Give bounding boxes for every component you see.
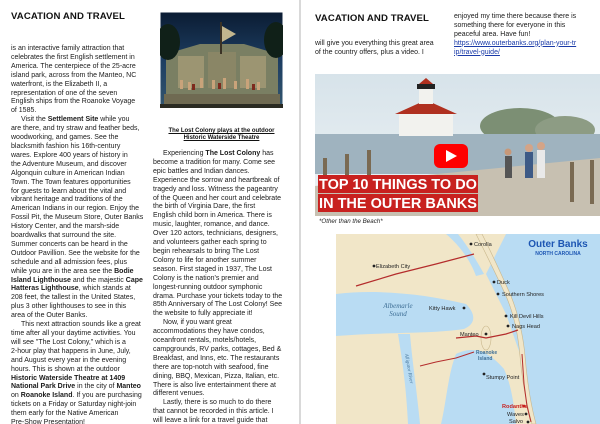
- text-line: There is also live entertainment there at: [153, 381, 276, 389]
- water-label: Albemarle: [383, 302, 413, 310]
- text-line: become a tradition for many. Come see: [153, 158, 276, 166]
- text-line: will leave a link for a travel guide that: [153, 417, 268, 424]
- text-line: of 1585.: [11, 107, 37, 115]
- col1-paragraph-1: [11, 45, 151, 116]
- text-line: music, laughter, romance, and dance.: [153, 221, 270, 229]
- text-line: English child born in America. There is: [153, 212, 272, 220]
- text-line: tickets on a Friday or Saturday night-join: [11, 401, 137, 409]
- text-line: will give you everything this great area: [315, 40, 434, 47]
- text-line: and volunteers gather each spring to: [153, 239, 267, 247]
- text-line: longest-running outdoor symphonic: [153, 283, 263, 291]
- text-line: there are top-notch with seafood, fine: [153, 363, 269, 371]
- text-line: Outdoor Pavillion. See the website for the: [11, 249, 140, 257]
- col1-paragraph-3: [11, 321, 151, 424]
- text-line: campgrounds, RV parks, cottages, Bed &: [153, 345, 282, 353]
- intro-text: [315, 40, 455, 58]
- text-line: 2-hour play that happens in June, July,: [11, 347, 131, 355]
- text-line: epic battles and Indian dances.: [153, 167, 250, 175]
- column-1: [11, 45, 151, 424]
- text-line: History Center, and the marsh-side: [11, 223, 120, 231]
- video-title-line-1: TOP 10 THINGS TO DO: [319, 177, 477, 193]
- text-line: are there, and try straw and feather beds,: [11, 125, 140, 133]
- text-line: peaceful area. Have fun!: [454, 30, 531, 38]
- text-line: Colony is the nation's premier and: [153, 274, 259, 282]
- town-label: Kill Devil Hills: [510, 314, 544, 320]
- page-heading: VACATION AND TRAVEL: [315, 13, 429, 24]
- text-line: the website to fully appreciate it!: [153, 310, 253, 318]
- text-line: the Adventure Museum, and discover: [11, 160, 127, 168]
- text-line: on Roanoke Island. If you are purchasing: [11, 392, 142, 400]
- map-subtitle: NORTH CAROLINA: [535, 251, 581, 257]
- text-line: Colony to life for another summer: [153, 256, 257, 264]
- island-label: Roanoke: [476, 350, 498, 356]
- text-line: is an interactive family attraction that: [11, 45, 125, 52]
- text-line: American Indians in our region. Enjoy the: [11, 205, 140, 213]
- text-line: Hatteras Lighthouse, which stands at: [11, 285, 131, 293]
- text-line: oceanfront rentals, motels/hotels,: [153, 337, 257, 345]
- text-line: representation of one of the seven: [11, 89, 118, 97]
- text-line: wares. Explore 400 years of history in: [11, 151, 128, 159]
- text-line: begin rehearsals to bring The Lost: [153, 247, 260, 255]
- town-label: Manteo: [460, 332, 479, 338]
- text-line: and August every year in the evening: [11, 356, 127, 364]
- text-line: America. The centerpiece of the 25-acre: [11, 62, 136, 70]
- col2-paragraph-1: [153, 150, 293, 319]
- text-line: of the country offers, plus a video. I: [315, 48, 424, 56]
- right-page: [301, 0, 600, 424]
- text-line: National Park Drive in the city of Manteo: [11, 383, 141, 391]
- text-line: This next attraction sounds like a great: [21, 321, 141, 329]
- col2-paragraph-2: [153, 319, 293, 399]
- text-line: dining, BBQ, Mexican, Pizza, Italian, etc.: [153, 372, 280, 380]
- text-line: island park, across from the Manteo, NC: [11, 71, 137, 79]
- text-line: Historic Waterside Theatre at 1409: [11, 374, 126, 382]
- text-line: Fossil Pit, the Museum Store, Outer Banks: [11, 214, 144, 222]
- text-line: 208 feet, the tallest in the United States,: [11, 294, 136, 302]
- town-label: Duck: [497, 280, 510, 286]
- col1-paragraph-2: [11, 116, 151, 321]
- text-line: for guests to learn about the vital and: [11, 187, 127, 195]
- video-thumbnail[interactable]: [315, 74, 600, 216]
- text-line: will see "The Lost Colony," which is a: [11, 338, 126, 346]
- island-label: Island: [478, 356, 493, 362]
- text-line: that cannot be recorded in this article. I: [153, 408, 274, 416]
- town-label: Waves: [507, 412, 524, 418]
- text-line: Over 120 actors, technicians, designers,: [153, 230, 278, 238]
- town-label: Stumpy Point: [486, 375, 520, 381]
- text-line: Experience the sorrow and heartbreak of: [153, 176, 280, 184]
- video-caption: *Other than the Beach*: [319, 218, 383, 225]
- text-line: woodworking, and games. See the: [11, 134, 119, 142]
- left-page: [0, 0, 299, 424]
- text-line: while you are in the area see the Bodie: [11, 267, 134, 275]
- photo-caption: The Lost Colony plays at the outdoor Historic Waterside Theatre: [168, 128, 275, 141]
- video-title-line-2: IN THE OUTER BANKS: [319, 196, 477, 212]
- water-label: Sound: [389, 310, 407, 318]
- text-line: vibrant heritage and traditions of the: [11, 196, 123, 204]
- text-line: drama. Purchase your tickets today to the: [153, 292, 283, 300]
- col2-paragraph-3: [153, 399, 293, 424]
- town-label: Corolla: [474, 242, 492, 248]
- lost-colony-theatre-photo: [160, 12, 283, 126]
- column-2: [153, 150, 293, 424]
- text-line: them early for the Native American: [11, 410, 119, 418]
- text-line: 85th Anniversary of The Lost Colony! See: [153, 301, 283, 309]
- text-line: plus 3 other lighthouses to see in this: [11, 303, 127, 311]
- text-line: hours. This is shown at the outdoor: [11, 365, 120, 373]
- text-line: boardwalks that surround the site.: [11, 232, 117, 240]
- text-line: waterfront, is the Elizabeth II, a: [11, 80, 108, 88]
- map-title: Outer Banks: [528, 239, 588, 250]
- text-line: something there for everyone in this: [454, 21, 566, 29]
- closing-text: [454, 13, 600, 58]
- text-line: Algonquin culture in American Indian: [11, 169, 125, 177]
- text-line: tragedy and loss. Witness the pageantry: [153, 185, 278, 193]
- text-line: Summer concerts can be heard in the: [11, 240, 128, 248]
- text-line: Visit the Settlement Site while you: [21, 116, 130, 124]
- text-line: Breakfast, and Inns, etc. The restaurants: [153, 354, 280, 362]
- text-line: season. First staged in 1937, The Lost: [153, 265, 272, 273]
- text-line: enjoyed my time there because there is: [454, 13, 577, 20]
- text-line: the birth of Virginia Dare, the first: [153, 203, 256, 211]
- text-line: Town. The Town features opportunities: [11, 178, 131, 186]
- town-label: Rodanthe: [502, 404, 528, 410]
- text-line: area of the Outer Banks.: [11, 312, 88, 320]
- text-line: schedule and all admission fees, plus: [11, 258, 127, 266]
- town-label: Elizabeth City: [376, 264, 411, 270]
- text-line: Island Lighthouse and the majestic Cape: [11, 276, 143, 284]
- play-button-icon: [434, 144, 468, 168]
- page-heading: VACATION AND TRAVEL: [11, 11, 125, 22]
- text-line: accommodations they have condos,: [153, 328, 265, 336]
- town-label: Salvo: [509, 419, 523, 424]
- text-line: blacksmith fashion his 16th-century: [11, 142, 121, 150]
- travel-guide-link[interactable]: https://www.outerbanks.org/plan-your-tr ip/travel-guide/: [454, 39, 577, 56]
- text-line: Experiencing The Lost Colony has: [163, 150, 274, 157]
- text-line: celebrates the first English settlement in: [11, 53, 135, 61]
- text-line: time after all your daytime activities. You: [11, 330, 136, 337]
- town-label: Nags Head: [512, 324, 540, 330]
- outer-banks-map: [336, 234, 600, 424]
- text-line: of the Queen and her court and celebrate: [153, 194, 282, 202]
- town-label: Kitty Hawk: [429, 306, 456, 312]
- text-line: Lastly, there is so much to do there: [163, 399, 272, 407]
- text-line: different venues.: [153, 390, 205, 398]
- town-label: Southern Shores: [502, 292, 544, 298]
- river-label: Alligator River: [403, 353, 414, 385]
- text-line: Now, if you want great: [163, 319, 232, 327]
- text-line: English ships from the Roanoke Voyage: [11, 98, 136, 106]
- text-line: Pre-Show Presentation!: [11, 419, 85, 424]
